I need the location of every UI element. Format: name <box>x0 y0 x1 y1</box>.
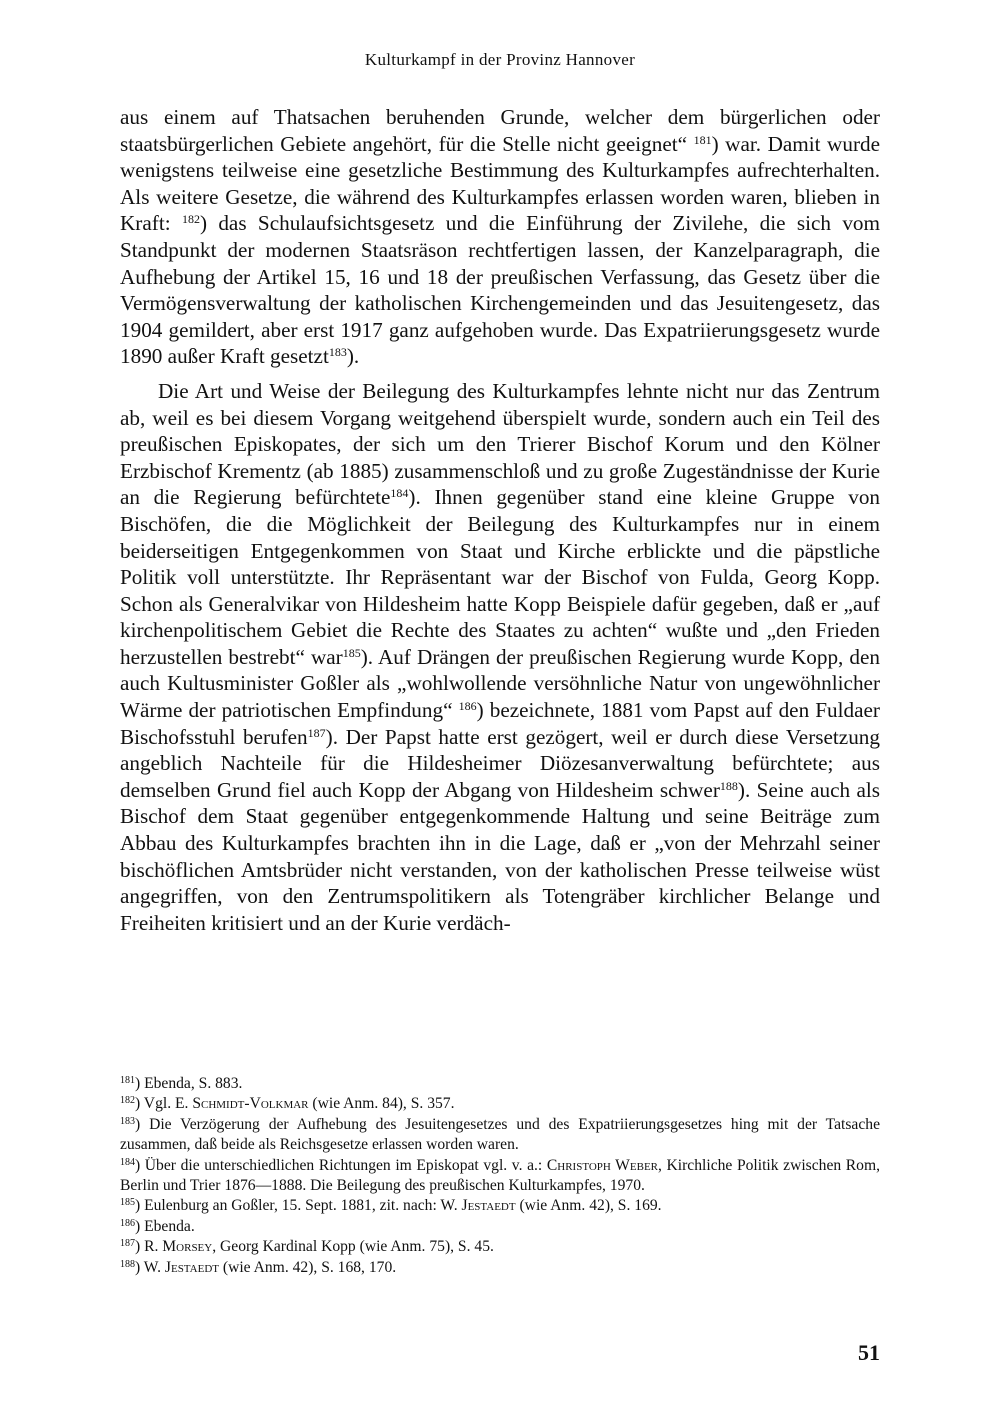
paragraph <box>120 104 880 370</box>
footnote-ref: 187 <box>307 725 326 740</box>
text-run: ). Seine auch als Bischof dem Staat gegenüber entgegenkommende Haltung und seine Beiträge zum Abbau des Kulturkampfes brachten ihn in die Lage, daß er „von der Mehrzahl seiner bischöflichen Amtsbrüder nicht verstanden, von der katholischen Presse teilweise wüst angegriffen, von den Zentrumspolitikern als Totengräber kirchlicher Belange und Freiheiten kritisiert und an der Kurie verdäch- <box>120 777 880 935</box>
footnote-ref: 187 <box>120 1238 135 1250</box>
footnote <box>120 1237 880 1257</box>
text-run: aus einem auf Thatsachen beruhenden Grunde, welcher dem bürgerlichen oder staatsbürgerlichen Gebiete angehört, für die Stelle nicht geeignet“ <box>120 105 880 156</box>
text-run: ) R. <box>135 1238 163 1256</box>
footnote-ref: 186 <box>458 699 477 714</box>
footnote-ref: 181 <box>693 132 712 147</box>
text-run: , Kirchliche Politik zwischen Rom, Berlin und Trier 1876—1888. Die Beilegung des preußischen Kulturkampfes, 1970. <box>120 1156 880 1195</box>
text-run: ) das Schulaufsichtsgesetz und die Einführung der Zivilehe, die sich vom Standpunkt der modernen Staatsräson rechtfertigen lassen, der Kanzelparagraph, die Aufhebung der Artikel 15, 16 und 18 der preußischen Verfassung, das Gesetz über die Vermögensverwaltung der katholischen Kirchengemeinden und das Jesuitengesetz, das 1904 gemildert, aber erst 1917 ganz aufgehoben wurde. Das Expatriierungsgesetz wurde 1890 außer Kraft gesetzt <box>120 211 880 369</box>
author-name: Jestaedt <box>461 1197 516 1215</box>
author-name: Morsey <box>162 1238 213 1256</box>
footnote <box>120 1156 880 1197</box>
footnote <box>120 1094 880 1114</box>
footnote <box>120 1074 880 1094</box>
text-run: ). Ihnen gegenüber stand eine kleine Gruppe von Bischöfen, die die Möglichkeit der Beilegung des Kulturkampfes nur in einem beiderseitigen Entgegenkommen von Staat und Kirche erblickte und die päpstliche Politik voll unterstützte. Ihr Repräsentant war der Bischof von Fulda, Georg Kopp. Schon als Generalvikar von Hildesheim hatte Kopp Beispiele dafür gegeben, daß er „auf kirchenpolitischem Gebiet die Rechte des Staates zu achten“ wußte und „den Frieden herzustellen bestrebt“ war <box>120 485 881 669</box>
footnote-ref: 182 <box>181 212 200 227</box>
text-run: , Georg Kardinal Kopp (wie Anm. 75), S. 45. <box>212 1238 494 1256</box>
text-run: Die Art und Weise der Beilegung des Kulturkampfes lehnte nicht nur das Zentrum ab, weil es bei diesem Vorgang weitgehend überspielt wurde, sondern auch ein Teil des preußischen Episkopates, der sich um den Trierer Bischof Korum und den Kölner Erzbischof Krementz (ab 1885) zusammenschloß und zu große Zugeständnisse der Kurie an die Regierung befürchtete <box>120 378 880 510</box>
text-run: (wie Anm. 42), S. 169. <box>515 1197 662 1215</box>
text-run: ). Auf Drängen der preußischen Regierung wurde Kopp, den auch Kultusminister Goßler als „wohlwollende versöhnliche Natur von ungewöhnlicher Wärme der patriotischen Empfindung“ <box>120 644 881 723</box>
footnote-ref: 184 <box>120 1156 135 1168</box>
footnote-ref: 185 <box>342 645 361 660</box>
footnote-ref: 184 <box>390 486 409 501</box>
footnote-ref: 183 <box>120 1115 135 1127</box>
text-run: ) Die Verzögerung der Aufhebung des Jesuitengesetzes und des Expatriierungsgesetzes hing mit der Tatsache zusammen, daß beide als Reichsgesetze erlassen worden waren. <box>120 1115 880 1154</box>
text-run: ) Ebenda, S. 883. <box>135 1075 243 1092</box>
footnote-ref: 188 <box>120 1258 135 1270</box>
footnote <box>120 1115 880 1156</box>
text-run: ). <box>346 344 360 369</box>
author-name: Jestaedt <box>164 1258 219 1276</box>
text-run: ). Der Papst hatte erst gezögert, weil er durch diese Versetzung angeblich Nachteile für die Hildesheimer Diözesanverwaltung befürchtete; aus demselben Grund fiel auch Kopp der Abgang von Hildesheim schwer <box>120 724 880 802</box>
footnote <box>120 1196 880 1216</box>
body-text <box>120 104 880 936</box>
author-name: Christoph Weber <box>546 1156 659 1174</box>
footnote <box>120 1258 880 1278</box>
footnote <box>120 1217 880 1237</box>
footnote-ref: 182 <box>120 1095 135 1107</box>
text-run: (wie Anm. 84), S. 357. <box>308 1095 455 1113</box>
footnote-ref: 181 <box>120 1075 135 1086</box>
running-head: Kulturkampf in der Provinz Hannover <box>364 50 636 69</box>
text-run: ) Über die unterschiedlichen Richtungen im Episkopat vgl. v. a.: <box>135 1156 547 1174</box>
text-run: ) war. Damit wurde wenigstens teilweise eine gesetzliche Bestimmung des Kulturkampfes aufrechterhalten. Als weitere Gesetze, die während des Kulturkampfes erlassen worden waren, blieben in Kraft: <box>120 131 880 236</box>
text-run: ) Eulenburg an Goßler, 15. Sept. 1881, zit. nach: W. <box>135 1197 462 1215</box>
text-run: ) Ebenda. <box>135 1217 195 1235</box>
footnotes <box>120 1074 880 1278</box>
footnote-ref: 183 <box>328 345 347 360</box>
text-run: ) W. <box>135 1258 165 1276</box>
text-run: ) bezeichnete, 1881 vom Papst auf den Fuldaer Bischofsstuhl berufen <box>120 698 880 749</box>
paragraph <box>120 378 880 936</box>
text-run: (wie Anm. 42), S. 168, 170. <box>218 1258 397 1276</box>
text-run: ) Vgl. E. <box>135 1095 193 1113</box>
author-name: Schmidt-Volkmar <box>192 1095 309 1113</box>
footnote-ref: 188 <box>719 778 738 793</box>
footnote-ref: 185 <box>120 1197 135 1209</box>
footnote-ref: 186 <box>120 1217 135 1229</box>
page-number: 51 <box>858 1340 880 1365</box>
